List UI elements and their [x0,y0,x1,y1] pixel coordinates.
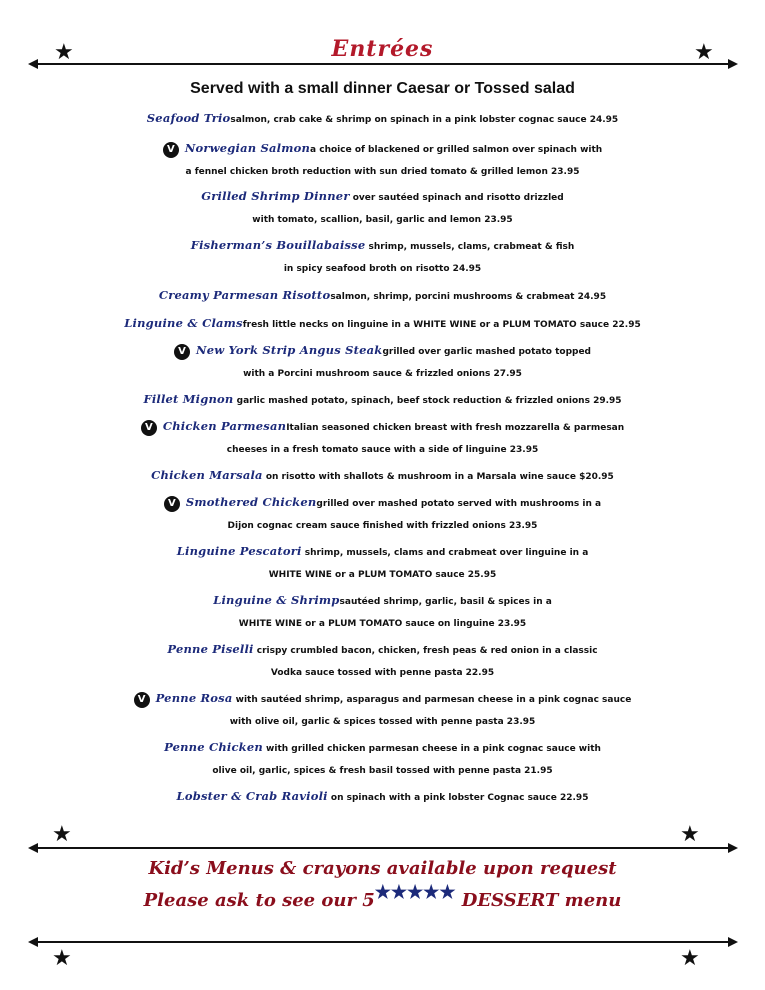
menu-item [0,283,765,307]
menu-item-name: Norwegian Salmon [184,141,311,155]
menu-item-line [0,184,765,208]
menu-item-line [0,414,765,438]
menu-item-line [0,338,765,362]
menu-item [0,463,765,487]
menu-item-name: Linguine Pescatori [176,544,302,558]
menu-item-line [0,233,765,257]
menu-item [0,184,765,232]
menu-item [0,136,765,184]
menu-item-description: grilled over mashed potato served with mushrooms in a [316,499,602,509]
menu-item-description: with sautéed shrimp, asparagus and parmesan cheese in a pink cognac sauce [232,695,632,705]
menu-item [0,686,765,734]
star-icon: ★ [680,946,700,971]
menu-item-name: Chicken Parmesan [162,419,287,433]
menu-item-line [0,136,765,160]
menu-item-name: Linguine & Clams [124,316,243,330]
menu-item-line [0,490,765,514]
menu-item-name: Chicken Marsala [151,468,263,482]
menu-item-description: with grilled chicken parmesan cheese in a pink cognac sauce with [262,744,601,754]
menu-item-line [0,637,765,661]
menu-item-description-continued: with a Porcini mushroom sauce & frizzled onions 27.95 [243,369,522,379]
menu-item-description-continued: with tomato, scallion, basil, garlic and lemon 23.95 [252,215,513,225]
menu-item-description: fresh little necks on linguine in a WHITE WINE or a PLUM TOMATO sauce 22.95 [242,320,641,330]
menu-item-line [0,735,765,759]
menu-item [0,539,765,587]
menu-item-name: Linguine & Shrimp [213,593,340,607]
page-title: Entrées [331,36,434,62]
menu-item-line [0,784,765,808]
menu-item-line [0,588,765,612]
menu-item-line [0,686,765,710]
menu-item-description-continued: Dijon cognac cream sauce finished with frizzled onions 23.95 [227,521,538,531]
menu-item-description-continued: WHITE WINE or a PLUM TOMATO sauce 25.95 [268,570,497,580]
vegetarian-badge-icon: V [164,496,180,512]
menu-item-line [0,387,765,411]
menu-item [0,784,765,808]
menu-item-line [0,311,765,335]
menu-item-line [0,106,765,130]
menu-item-description: Italian seasoned chicken breast with fresh mozzarella & parmesan [286,423,625,433]
menu-item-description: salmon, crab cake & shrimp on spinach in a pink lobster cognac sauce 24.95 [230,115,619,125]
star-icon: ★ [52,822,72,847]
menu-item-description: a choice of blackened or grilled salmon over spinach with [310,145,603,155]
menu-item-name: Penne Rosa [155,691,233,705]
menu-item-description: grilled over garlic mashed potato topped [382,347,592,357]
menu-item-description-continued: olive oil, garlic, spices & fresh basil tossed with penne pasta 21.95 [212,766,553,776]
menu-item-name: New York Strip Angus Steak [195,343,383,357]
menu-item-description: on risotto with shallots & mushroom in a Marsala wine sauce $20.95 [262,472,614,482]
menu-item-description: salmon, shrimp, porcini mushrooms & crabmeat 24.95 [330,292,607,302]
menu-item-name: Smothered Chicken [185,495,317,509]
menu-item-line [0,539,765,563]
menu-item [0,338,765,386]
menu-item [0,637,765,685]
dessert-note [0,882,765,911]
page-subtitle: Served with a small dinner Caesar or Tossed salad [190,80,575,97]
menu-item-name: Grilled Shrimp Dinner [201,189,350,203]
menu-item [0,311,765,335]
menu-item-description: over sautéed spinach and risotto drizzled [349,193,564,203]
menu-item-description: on spinach with a pink lobster Cognac sauce 22.95 [327,793,589,803]
menu-item-description: garlic mashed potato, spinach, beef stock reduction & frizzled onions 29.95 [233,396,622,406]
menu-item [0,387,765,411]
menu-item-name: Creamy Parmesan Risotto [158,288,331,302]
vegetarian-badge-icon: V [141,420,157,436]
menu-item-name: Penne Chicken [164,740,263,754]
menu-item [0,588,765,636]
menu-item-description-continued: WHITE WINE or a PLUM TOMATO sauce on linguine 23.95 [238,619,527,629]
vegetarian-badge-icon: V [163,142,179,158]
menu-item [0,414,765,462]
star-icon: ★ [52,946,72,971]
menu-item-description: crispy crumbled bacon, chicken, fresh peas & red onion in a classic [253,646,598,656]
menu-item-name: Fillet Mignon [143,392,234,406]
dessert-stars-icon: ★★★★★ [374,882,456,903]
menu-item-line [0,283,765,307]
star-icon: ★ [680,822,700,847]
kids-menu-note: Kid’s Menus & crayons available upon request [148,858,617,879]
menu-item [0,490,765,538]
menu-item-description: shrimp, mussels, clams, crabmeat & fish [365,242,575,252]
vegetarian-badge-icon: V [134,692,150,708]
menu-item-line [0,463,765,487]
dessert-note-prefix: Please ask to see our 5 [143,890,375,911]
menu-item-name: Seafood Trio [146,111,231,125]
menu-item [0,233,765,281]
menu-item-description-continued: with olive oil, garlic & spices tossed with penne pasta 23.95 [229,717,536,727]
menu-item-description-continued: Vodka sauce tossed with penne pasta 22.95 [270,668,495,678]
menu-item-name: Lobster & Crab Ravioli [176,789,328,803]
menu-item-description-continued: in spicy seafood broth on risotto 24.95 [283,264,482,274]
dessert-note-suffix: DESSERT menu [455,890,622,911]
menu-item-description: sautéed shrimp, garlic, basil & spices in a [339,597,552,607]
middle-divider-arrow [28,838,738,858]
vegetarian-badge-icon: V [174,344,190,360]
menu-item-name: Penne Piselli [167,642,254,656]
menu-item-description: shrimp, mussels, clams and crabmeat over linguine in a [301,548,589,558]
star-icon: ★ [694,40,714,65]
menu-item [0,735,765,783]
menu-item-description-continued: a fennel chicken broth reduction with sun dried tomato & grilled lemon 23.95 [185,167,580,177]
menu-item-name: Fisherman’s Bouillabaisse [190,238,366,252]
star-icon: ★ [54,40,74,65]
bottom-divider-arrow [28,932,738,952]
menu-item-description-continued: cheeses in a fresh tomato sauce with a side of linguine 23.95 [226,445,539,455]
menu-item [0,106,765,130]
